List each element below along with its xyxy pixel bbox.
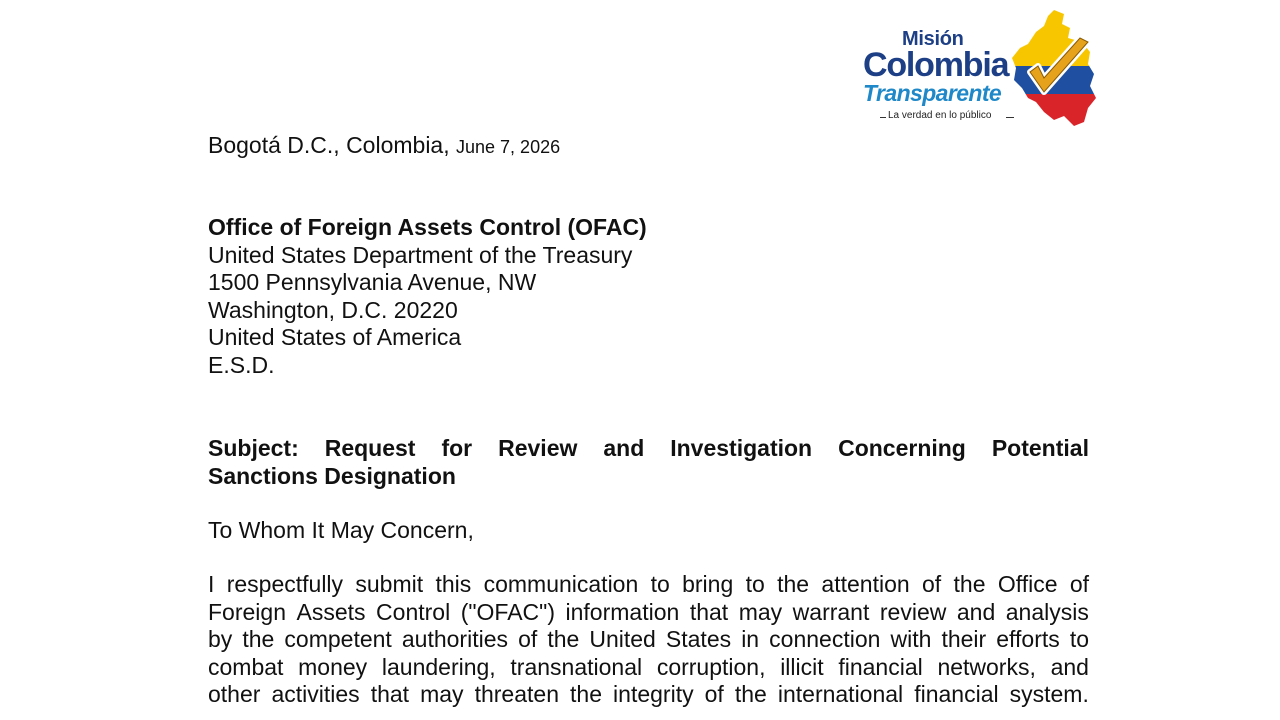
paragraph-word: respectfully [226,571,344,597]
paragraph-word: international [777,681,904,707]
paragraph-line [208,626,1089,654]
paragraph-word: warrant [792,598,870,625]
paragraph-word: review [879,598,947,625]
paragraph-word: United [589,626,656,652]
paragraph-word: corruption, [656,653,766,680]
paragraph-word: money [298,653,368,680]
paragraph-word: information [565,598,680,625]
paragraph-word: I [208,571,215,597]
subject-line-1 [208,434,1089,462]
paragraph-word: of [1069,571,1089,597]
subject-word: Request [324,435,416,461]
paragraph-word: analysis [1005,598,1089,625]
paragraph-word: financial [838,653,923,680]
paragraph-word: by [208,626,233,652]
paragraph-word: Foreign [208,598,286,625]
paragraph-word: and [1050,653,1089,680]
paragraph-line [208,654,1089,682]
paragraph-word: system. [1009,681,1089,707]
paragraph-word: connection [769,626,881,652]
subject-word: and [603,435,645,461]
recipient-name: Office of Foreign Assets Control (OFAC) [208,214,647,240]
paragraph-word: the [777,571,810,597]
paragraph-word: financial [914,681,999,707]
paragraph-word: may [420,681,464,707]
paragraph-line [208,681,1089,709]
recipient-line: United States of America [208,324,462,350]
paragraph-word: the [547,626,580,652]
paragraph-word: illicit [780,653,824,680]
paragraph-word: to [745,571,765,597]
subject-word: for [441,435,473,461]
paragraph-word: Assets [296,598,366,625]
paragraph-word: States [665,626,732,652]
subject-line [208,434,1089,490]
logo-mision-text: Misión [902,28,964,50]
dateline-place: Bogotá D.C., Colombia, [208,132,450,158]
paragraph-word: combat [208,653,284,680]
recipient-line: 1500 Pennsylvania Avenue, NW [208,269,537,295]
dateline-date: June 7, 2026 [456,137,561,157]
subject-word: Potential [991,435,1089,461]
subject-word: Review [498,435,578,461]
paragraph-word: ("OFAC") [460,598,555,625]
paragraph-word: of [704,681,724,707]
salutation: To Whom It May Concern, [208,517,474,543]
paragraph-word: the [570,681,603,707]
paragraph-word: authorities [401,626,508,652]
paragraph-word: laundering, [381,653,496,680]
paragraph-word: this [435,571,472,597]
paragraph-word: and [956,598,996,625]
paragraph-word: with [890,626,932,652]
logo-rule-left [880,117,886,118]
logo-transparente-text: Transparente [863,80,1002,106]
paragraph-word: bring [682,571,734,597]
recipient-address-block [208,213,647,378]
paragraph-word: Control [376,598,451,625]
recipient-line: Washington, D.C. 20220 [208,296,458,323]
paragraph-word: threaten [474,681,559,707]
paragraph-word: of [518,626,538,652]
paragraph-line [208,599,1089,627]
paragraph-word: in [741,626,760,652]
paragraph-word: submit [355,571,424,597]
paragraph-word: communication [483,571,639,597]
body-paragraph [208,571,1089,709]
paragraph-word: the [953,571,986,597]
paragraph-word: of [922,571,942,597]
paragraph-word: efforts [996,626,1060,652]
paragraph-word: the [242,626,275,652]
paragraph-word: networks, [937,653,1036,680]
paragraph-line [208,571,1089,599]
subject-word: Subject: [208,435,299,461]
subject-word: Investigation [670,435,813,461]
paragraph-word: competent [284,626,392,652]
paragraph-word: integrity [613,681,694,707]
paragraph-word: attention [821,571,910,597]
paragraph-word: transnational [510,653,643,680]
paragraph-word: other [208,681,261,707]
paragraph-word: activities [271,681,360,707]
logo-colombia-text: Colombia [863,46,1009,84]
recipient-line: United States Department of the Treasury [208,241,633,268]
subject-line-2: Sanctions Designation [208,463,456,489]
paragraph-word: Office [997,571,1058,597]
logo-rule-right [1006,117,1014,118]
paragraph-word: that [370,681,410,707]
paragraph-word: to [650,571,670,597]
dateline [208,131,560,161]
subject-word: Concerning [838,435,966,461]
paragraph-word: may [738,598,783,625]
paragraph-word: their [941,626,987,652]
logo-tagline: La verdad en lo público [888,110,992,121]
recipient-line: E.S.D. [208,351,275,378]
paragraph-word: the [734,681,767,707]
paragraph-word: that [689,598,729,625]
mision-colombia-transparente-logo [858,8,1098,130]
paragraph-word: to [1069,626,1089,652]
